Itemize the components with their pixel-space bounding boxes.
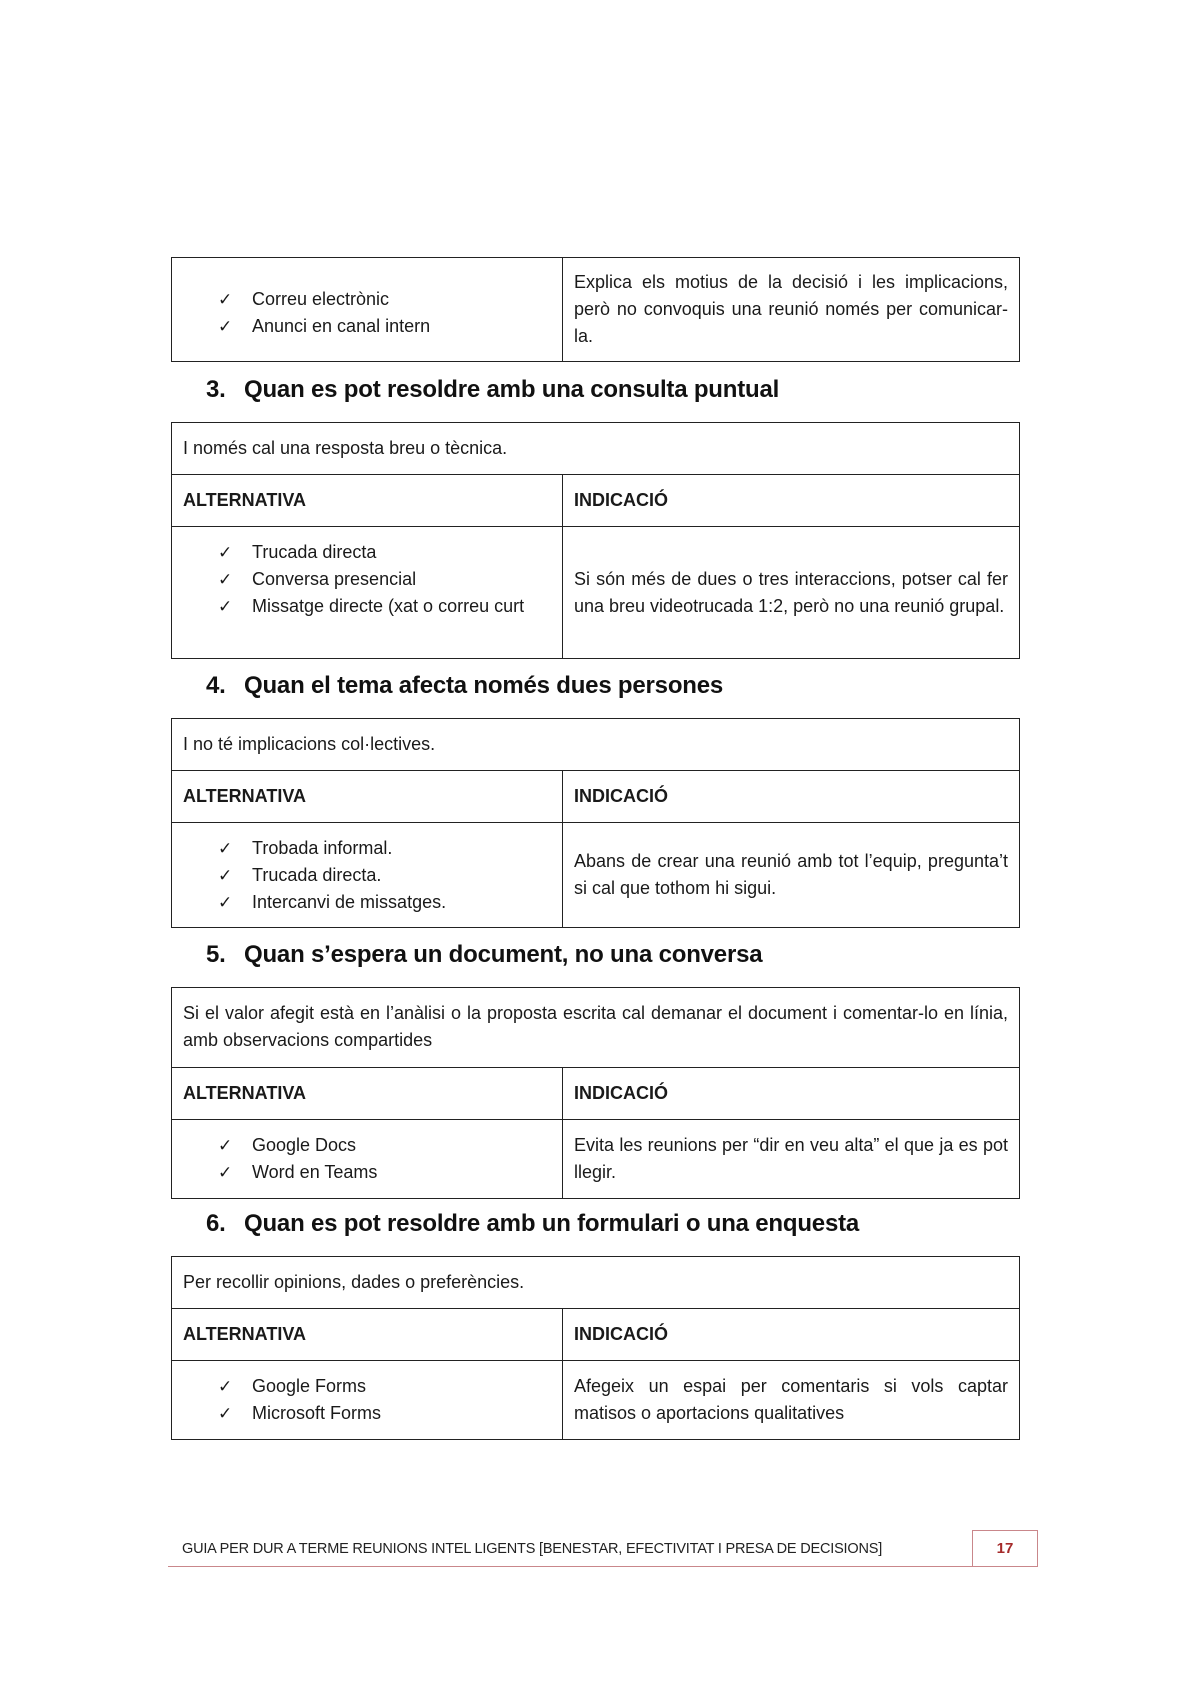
table-row — [172, 1119, 1019, 1198]
column-header-alternativa: ALTERNATIVA — [172, 475, 563, 526]
header-row — [172, 474, 1019, 526]
column-header-alternativa: ALTERNATIVA — [172, 771, 563, 822]
section-heading: 4. Quan el tema afecta només dues persones — [206, 672, 724, 699]
check-icon: ✓ — [218, 570, 233, 589]
column-header-indicacio: INDICACIÓ — [574, 1083, 668, 1103]
continued-table — [171, 257, 1020, 362]
section-heading: 3. Quan es pot resoldre amb una consulta puntual — [206, 376, 780, 403]
list-item: ✓ Microsoft Forms — [218, 1400, 551, 1427]
list-item: ✓ Anunci en canal intern — [218, 313, 430, 340]
alternatives-cell — [172, 1361, 563, 1439]
description-cell: Per recollir opinions, dades o preferències. — [183, 1272, 525, 1292]
section-heading: 5. Quan s’espera un document, no una conversa — [206, 941, 763, 968]
description-row — [172, 719, 1019, 770]
description-row — [172, 423, 1019, 474]
section-table — [171, 422, 1020, 659]
column-header-indicacio: INDICACIÓ — [574, 490, 668, 510]
section-heading: 6. Quan es pot resoldre amb un formulari o una enquesta — [206, 1210, 860, 1237]
indication-cell: Evita les reunions per “dir en veu alta” el que ja es pot llegir. — [574, 1135, 1008, 1182]
list-item: ✓ Google Forms — [218, 1373, 551, 1400]
footer-divider — [168, 1566, 1038, 1567]
page-number: 17 — [972, 1530, 1038, 1566]
section-table — [171, 1256, 1020, 1440]
alternatives-cell — [172, 258, 563, 361]
check-icon: ✓ — [218, 1377, 233, 1396]
check-icon: ✓ — [218, 316, 233, 336]
list-item: ✓ Conversa presencial — [218, 566, 551, 593]
alternatives-cell — [172, 823, 563, 927]
list-item: ✓ Intercanvi de missatges. — [218, 889, 551, 916]
check-icon: ✓ — [218, 893, 233, 912]
check-icon: ✓ — [218, 1163, 233, 1182]
list-item: ✓ Missatge directe (xat o correu curt — [218, 593, 551, 620]
header-row — [172, 770, 1019, 822]
table-row — [172, 258, 1019, 361]
list-item: ✓ Trobada informal. — [218, 835, 551, 862]
column-header-alternativa: ALTERNATIVA — [172, 1068, 563, 1119]
header-row — [172, 1308, 1019, 1360]
column-header-indicacio: INDICACIÓ — [574, 1324, 668, 1344]
column-header-indicacio: INDICACIÓ — [574, 786, 668, 806]
header-row — [172, 1067, 1019, 1119]
check-icon: ✓ — [218, 866, 233, 885]
list-item: ✓ Trucada directa. — [218, 862, 551, 889]
section-table — [171, 987, 1020, 1199]
check-icon: ✓ — [218, 839, 233, 858]
list-item: ✓ Trucada directa — [218, 539, 551, 566]
check-icon: ✓ — [218, 1136, 233, 1155]
check-icon: ✓ — [218, 289, 233, 309]
page-footer — [168, 1530, 1038, 1567]
description-row — [172, 1257, 1019, 1308]
indication-cell: Afegeix un espai per comentaris si vols captar matisos o aportacions qualitatives — [574, 1376, 1008, 1423]
table-row — [172, 526, 1019, 658]
indication-cell: Abans de crear una reunió amb tot l’equip, pregunta’t si cal que tothom hi sigui. — [574, 851, 1008, 898]
list-item: ✓ Google Docs — [218, 1132, 551, 1159]
list-item: ✓ Correu electrònic — [218, 286, 430, 313]
check-icon: ✓ — [218, 1404, 233, 1423]
indication-cell: Explica els motius de la decisió i les implicacions, però no convoquis una reunió només per comunicar-la. — [574, 272, 1008, 346]
section-table — [171, 718, 1020, 928]
alternatives-cell — [172, 527, 563, 658]
list-item: ✓ Word en Teams — [218, 1159, 551, 1186]
check-icon: ✓ — [218, 597, 233, 616]
description-cell: I només cal una resposta breu o tècnica. — [183, 438, 508, 458]
description-row — [172, 988, 1019, 1067]
footer-title: GUIA PER DUR A TERME REUNIONS INTEL LIGENTS [BENESTAR, EFECTIVITAT I PRESA DE DECISIONS] — [182, 1541, 883, 1557]
description-cell: Si el valor afegit està en l’anàlisi o la proposta escrita cal demanar el document i comentar-lo en línia, amb observacions compartides — [183, 1003, 1008, 1050]
table-row — [172, 1360, 1019, 1439]
description-cell: I no té implicacions col·lectives. — [183, 734, 436, 754]
table-row — [172, 822, 1019, 927]
alternatives-cell — [172, 1120, 563, 1198]
column-header-alternativa: ALTERNATIVA — [172, 1309, 563, 1360]
check-icon: ✓ — [218, 543, 233, 562]
indication-cell: Si són més de dues o tres interaccions, potser cal fer una breu videotrucada 1:2, però no una reunió grupal. — [574, 568, 1008, 616]
